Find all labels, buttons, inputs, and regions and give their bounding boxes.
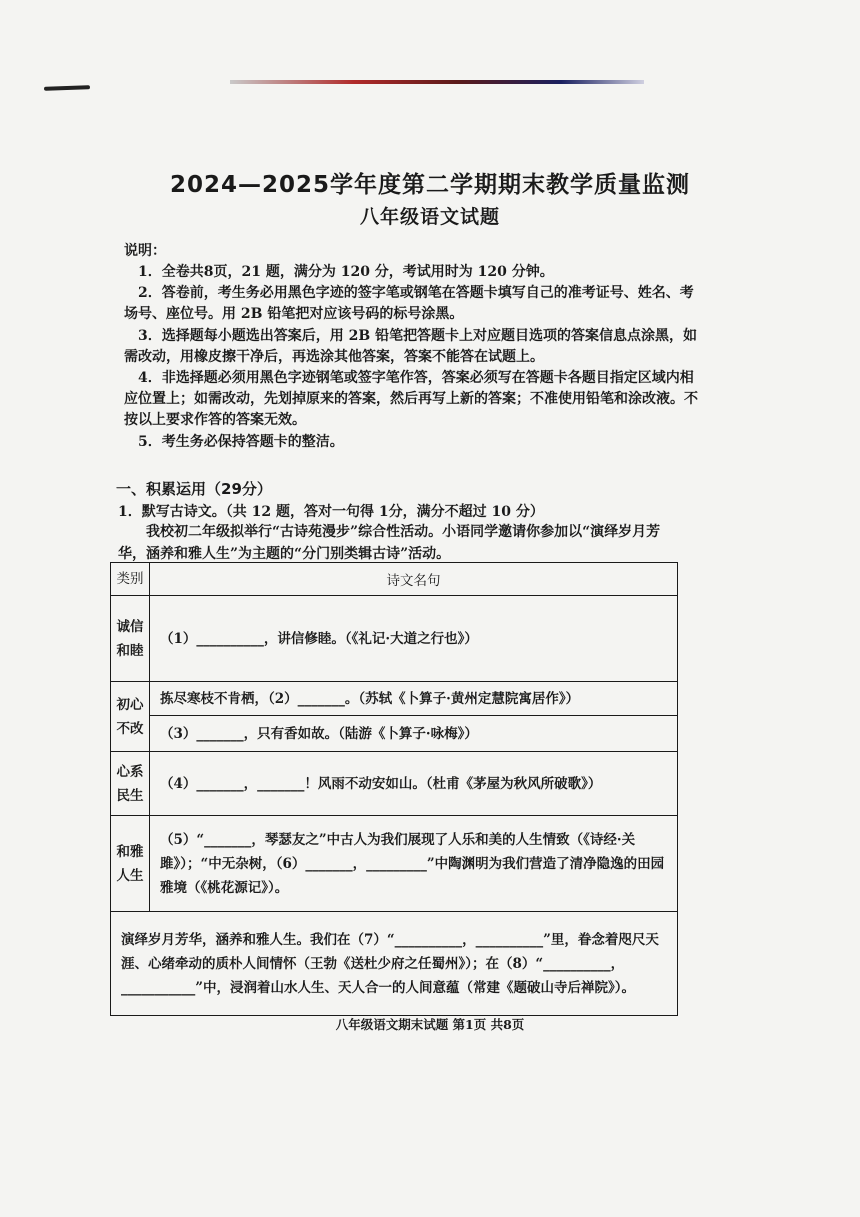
category-cell: 诚信和睦 — [111, 596, 150, 682]
scan-corner-mark — [44, 85, 90, 91]
table-row — [111, 596, 678, 682]
scan-top-bar — [230, 80, 644, 84]
poem-cell: （5）“_______，琴瑟友之”中古人为我们展现了人乐和美的人生情致（《诗经·关雎》）；“中无杂树，（6）_______，_________”中陶渊明为我们营造了清净隐逸的田园雅境（《桃花源记》）。 — [150, 816, 678, 912]
instruction-item: 5．考生务必保持答题卡的整洁。 — [138, 433, 344, 450]
poem-cell: （1）__________，讲信修睦。（《礼记·大道之行也》） — [150, 596, 678, 682]
question-1: 1．默写古诗文。（共 12 题，答对一句得 1分，满分不超过 10 分） — [118, 504, 544, 520]
exam-subtitle: 八年级语文试题 — [359, 206, 500, 228]
table-row — [111, 682, 678, 716]
category-cell: 心系民生 — [111, 752, 150, 816]
instructions — [124, 262, 704, 453]
page-footer: 八年级语文期末试题 第1页 共8页 — [335, 1017, 525, 1032]
poem-cell: 拣尽寒枝不肯栖，（2）_______。（苏轼《卜算子·黄州定慧院寓居作》） — [150, 682, 678, 716]
instructions-label: 说明： — [124, 243, 166, 259]
section-heading: 一、积累运用（29分） — [116, 480, 272, 498]
instruction-item: 2．答卷前，考生务必用黑色字迹的签字笔或钢笔在答题卡填写自己的准考证号、姓名、考场号、座位号。用 2B 铅笔把对应该号码的标号涂黑。 — [124, 285, 694, 323]
exam-title: 2024—2025学年度第二学期期末教学质量监测 — [169, 172, 691, 198]
header-content: 诗文名句 — [150, 563, 678, 596]
instruction-item: 4．非选择题必须用黑色字迹钢笔或签字笔作答，答案必须写在答题卡各题目指定区域内相应位置上；如需改动，先划掉原来的答案，然后再写上新的答案；不准使用铅笔和涂改液。不按以上要求作答的答案无效。 — [124, 370, 698, 429]
instruction-item: 1．全卷共8页，21 题，满分为 120 分，考试用时为 120 分钟。 — [138, 264, 554, 280]
poem-table — [110, 562, 678, 1016]
table-header-row — [111, 563, 678, 596]
category-cell: 初心不改 — [111, 682, 150, 752]
summary-cell: 演绎岁月芳华，涵养和雅人生。我们在（7）“__________，__________”里，眷念着咫尺天涯、心绪牵动的质朴人间情怀（王勃《送杜少府之任蜀州》）；在（8）“__________，___________”中，浸润着山水人生、天人合一的人间意蕴（常建《题破山寺后禅院》）。 — [111, 912, 678, 1016]
instruction-item: 3．选择题每小题选出答案后，用 2B 铅笔把答题卡上对应题目选项的答案信息点涂黑，如需改动，用橡皮擦干净后，再选涂其他答案，答案不能答在试题上。 — [124, 327, 698, 365]
question-intro: 我校初二年级拟举行“古诗苑漫步”综合性活动。小语同学邀请你参加以“演绎岁月芳华，涵养和雅人生”为主题的“分门别类辑古诗”活动。 — [118, 524, 661, 562]
table-row — [111, 716, 678, 752]
table-row — [111, 752, 678, 816]
poem-cell: （3）_______，只有香如故。（陆游《卜算子·咏梅》） — [150, 716, 678, 752]
poem-cell: （4）_______，_______！风雨不动安如山。（杜甫《茅屋为秋风所破歌》） — [150, 752, 678, 816]
table-row — [111, 912, 678, 1016]
header-category: 类别 — [111, 563, 150, 596]
table-row — [111, 816, 678, 912]
category-cell: 和雅人生 — [111, 816, 150, 912]
